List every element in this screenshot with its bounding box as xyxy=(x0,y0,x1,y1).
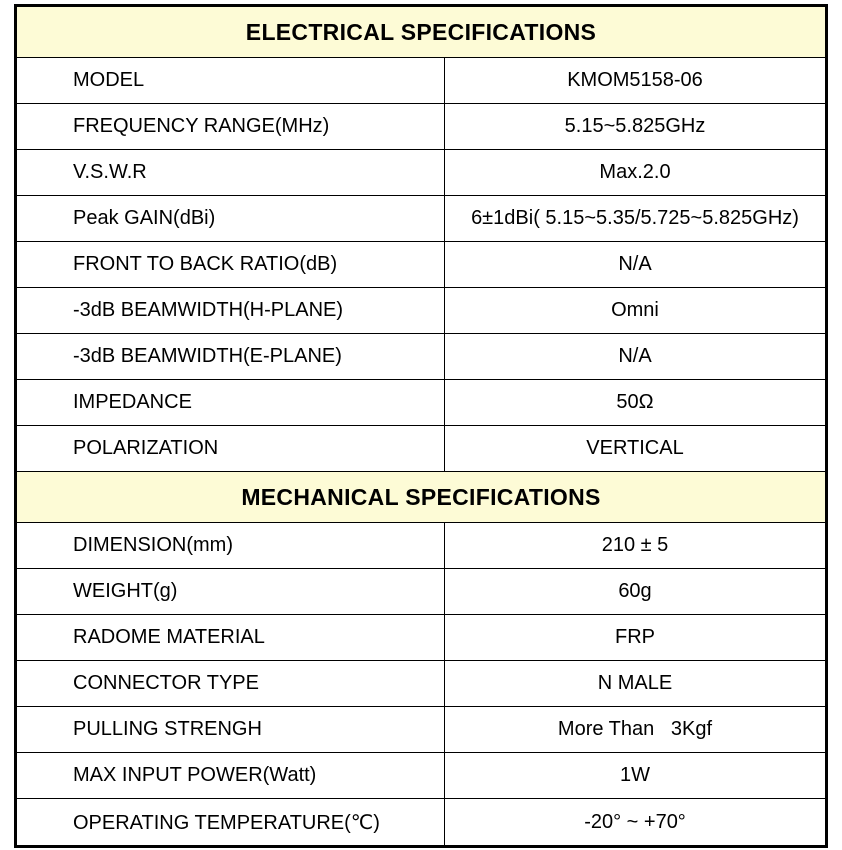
table-row xyxy=(17,150,825,196)
spec-value: 210 ± 5 xyxy=(601,534,669,556)
table-row xyxy=(17,334,825,380)
table-row xyxy=(17,288,825,334)
spec-label: OPERATING TEMPERATURE(℃) xyxy=(17,799,445,845)
spec-label: MAX INPUT POWER(Watt) xyxy=(17,753,445,798)
spec-value: 5.15~5.825GHz xyxy=(564,115,706,137)
table-row xyxy=(17,753,825,799)
spec-label: Peak GAIN(dBi) xyxy=(17,196,445,241)
table-row xyxy=(17,104,825,150)
spec-label: -3dB BEAMWIDTH(E-PLANE) xyxy=(17,334,445,379)
spec-value: Max.2.0 xyxy=(599,161,671,183)
spec-label: -3dB BEAMWIDTH(H-PLANE) xyxy=(17,288,445,333)
spec-value: 50Ω xyxy=(616,391,654,413)
table-row xyxy=(17,196,825,242)
spec-value: Omni xyxy=(611,299,659,321)
spec-value: N/A xyxy=(618,253,652,275)
table-row xyxy=(17,661,825,707)
table-row xyxy=(17,242,825,288)
spec-value: -20° ~ +70° xyxy=(584,810,686,833)
spec-value: More Than 3Kgf xyxy=(557,718,713,740)
spec-label: IMPEDANCE xyxy=(17,380,445,425)
table-row xyxy=(17,569,825,615)
spec-value: FRP xyxy=(615,626,655,648)
spec-label: FRONT TO BACK RATIO(dB) xyxy=(17,242,445,287)
table-row xyxy=(17,523,825,569)
spec-value: KMOM5158-06 xyxy=(567,69,703,91)
spec-value: N/A xyxy=(618,345,652,367)
table-row xyxy=(17,799,825,845)
spec-label: WEIGHT(g) xyxy=(17,569,445,614)
spec-label: FREQUENCY RANGE(MHz) xyxy=(17,104,445,149)
table-row xyxy=(17,426,825,472)
spec-label: RADOME MATERIAL xyxy=(17,615,445,660)
spec-label: PULLING STRENGH xyxy=(17,707,445,752)
table-row xyxy=(17,380,825,426)
electrical-specifications-header: ELECTRICAL SPECIFICATIONS xyxy=(17,7,825,58)
spec-value: VERTICAL xyxy=(586,437,684,459)
spec-label: POLARIZATION xyxy=(17,426,445,471)
spec-value: N MALE xyxy=(597,672,673,694)
spec-label: CONNECTOR TYPE xyxy=(17,661,445,706)
spec-table xyxy=(14,4,828,848)
spec-value: 60g xyxy=(618,580,652,602)
mechanical-specifications-header: MECHANICAL SPECIFICATIONS xyxy=(17,472,825,523)
spec-value: 1W xyxy=(620,764,650,786)
table-row xyxy=(17,707,825,753)
spec-label: DIMENSION(mm) xyxy=(17,523,445,568)
table-row xyxy=(17,58,825,104)
spec-label: V.S.W.R xyxy=(17,150,445,195)
spec-value: 6±1dBi( 5.15~5.35/5.725~5.825GHz) xyxy=(471,207,799,229)
spec-label: MODEL xyxy=(17,58,445,103)
table-row xyxy=(17,615,825,661)
